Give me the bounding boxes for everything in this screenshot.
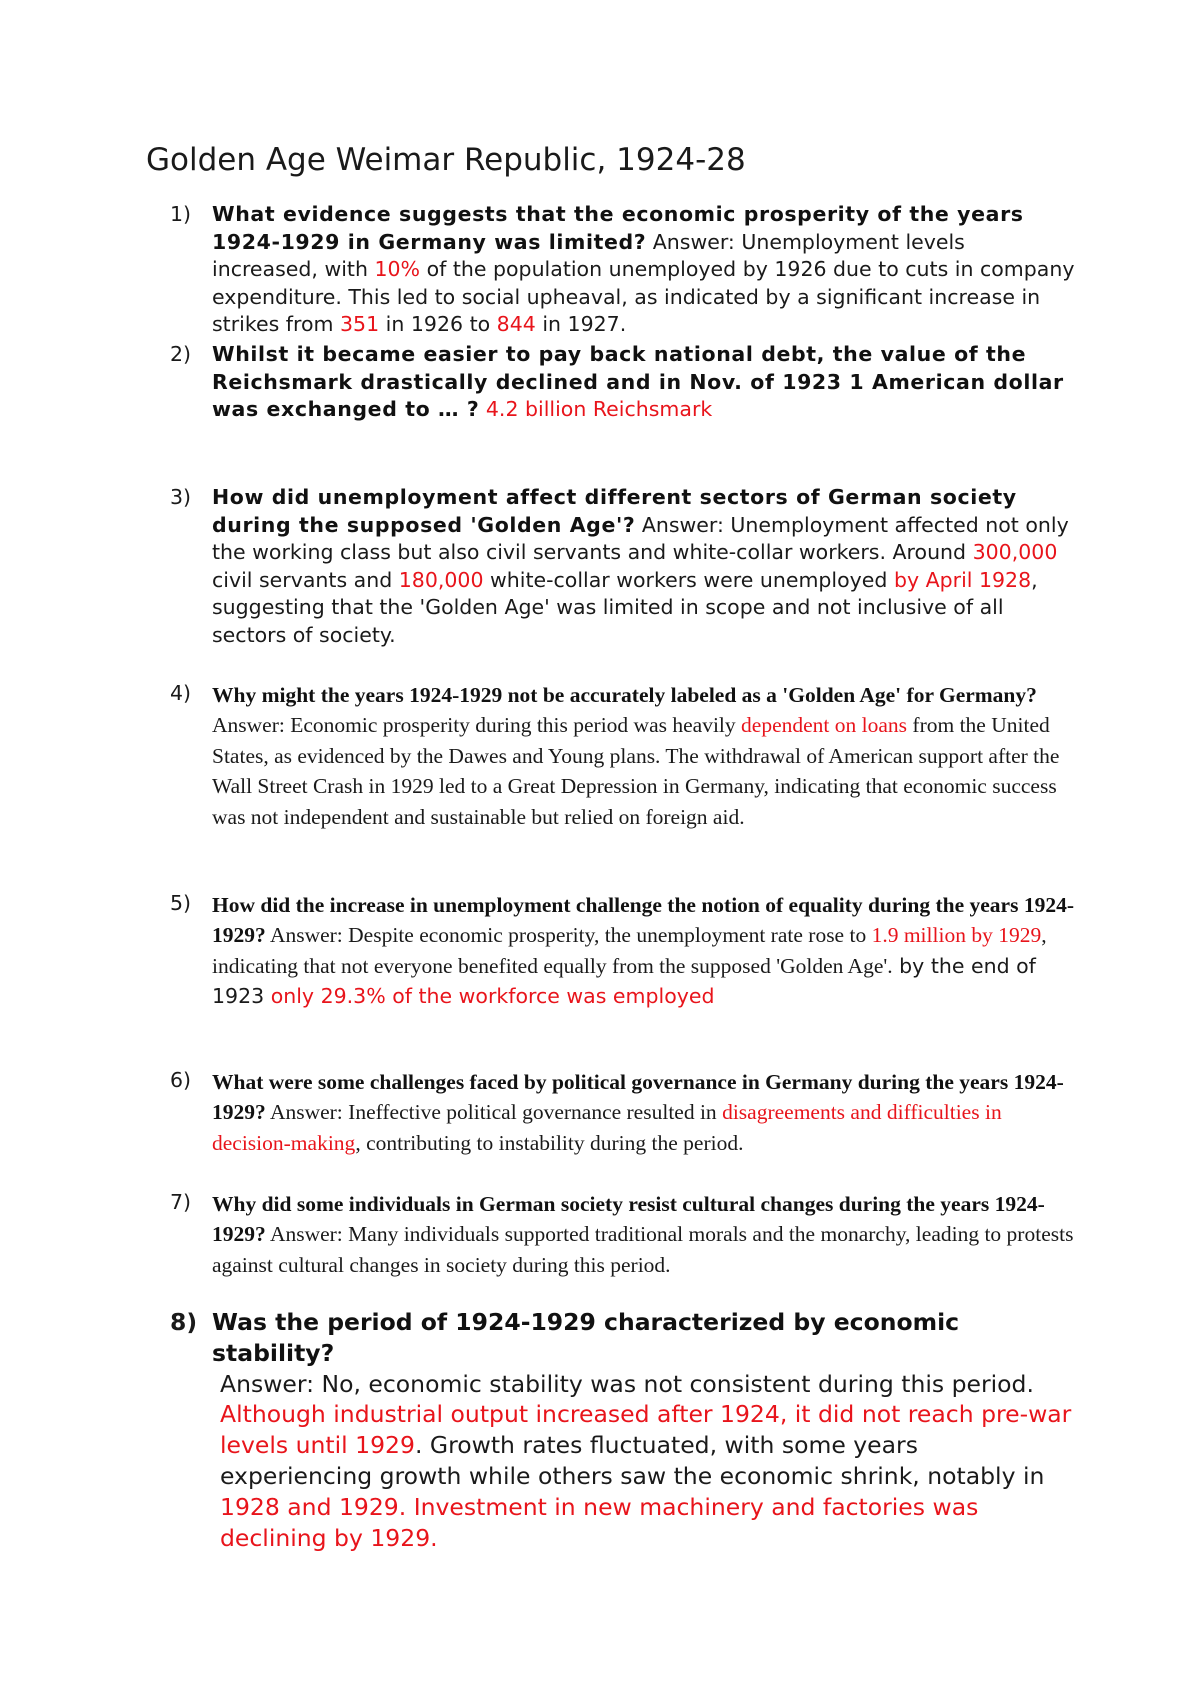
question-number: 5): [170, 891, 192, 915]
question-text: How did the increase in unemployment challenge the notion of equality during the years 1924-1929?: [212, 893, 1075, 948]
answer-text: , suggesting that the 'Golden Age' was limited in scope and not inclusive of all sectors of society.: [212, 567, 1038, 647]
answer-text: Answer: Many individuals supported traditional morals and the monarchy, leading to protests against cultural changes in society during this period.: [212, 1222, 1074, 1277]
answer-highlight: by April 1928: [893, 567, 1032, 592]
answer-text: , indicating that not everyone benefited equally from the supposed 'Golden Age'.: [212, 923, 1047, 978]
question-number: 6): [170, 1068, 192, 1092]
answer-highlight: 1.9 million by 1929: [871, 923, 1042, 948]
question-1: [170, 201, 1075, 339]
question-text: Why did some individuals in German society resist cultural changes during the years 1924-1929?: [212, 1192, 1045, 1247]
answer-highlight: 4.2 billion Reichsmark: [485, 397, 713, 422]
question-number: 8): [170, 1308, 198, 1336]
question-8: [170, 1307, 1075, 1553]
answer-highlight: Although industrial output increased after 1924, it did not reach pre-war levels until 1929: [220, 1400, 1072, 1460]
question-5: [170, 890, 1075, 1012]
question-6: [170, 1067, 1075, 1158]
answer-text: by the end of 1923: [212, 953, 1036, 1009]
answer-text: civil servants and: [212, 567, 399, 592]
question-7: [170, 1189, 1075, 1280]
answer-text: Answer: Unemployment affected not only the working class but also civil servants and white-collar workers. Around: [212, 512, 1069, 565]
answer-text: , contributing to instability during the period.: [355, 1130, 744, 1155]
answer-highlight: 10%: [374, 257, 421, 282]
answer-highlight: 844: [496, 312, 536, 337]
question-3: [170, 484, 1075, 650]
answer-text: from the United States, as evidenced by the Dawes and Young plans. The withdrawal of American support after the Wall Street Crash in 1929 led to a Great Depression in Germany, indicating that economic success was not independent and sustainable but relied on foreign aid.: [212, 713, 1060, 829]
answer-text: of the population unemployed by 1926 due to cuts in company expenditure. This led to social upheaval, as indicated by a significant increase in strikes from: [212, 257, 1075, 337]
answer-text: Answer: Economic prosperity during this period was heavily: [212, 713, 742, 738]
answer-text: Answer: No, economic stability was not consistent during this period.: [220, 1369, 1034, 1398]
question-number: 4): [170, 681, 192, 705]
question-number: 3): [170, 485, 192, 509]
question-text: How did unemployment affect different sectors of German society during the supposed 'Golden Age'?: [212, 485, 1017, 537]
answer-text: in 1927.: [535, 312, 627, 337]
answer-text: in 1926 to: [379, 312, 497, 337]
page-title: Golden Age Weimar Republic, 1924-28: [146, 142, 746, 178]
answer-highlight: 1928 and 1929. Investment in new machinery and factories was declining by 1929.: [220, 1492, 979, 1552]
question-2: [170, 341, 1075, 424]
answer-highlight: dependent on loans: [741, 713, 908, 738]
question-number: 2): [170, 342, 192, 366]
question-text: Whilst it became easier to pay back national debt, the value of the Reichsmark drastically declined and in Nov. of 1923 1 American dollar was exchanged to … ?: [212, 342, 1064, 422]
answer-text: Answer: Despite economic prosperity, the unemployment rate rose to: [265, 923, 872, 948]
answer-block: [220, 1369, 1075, 1554]
answer-highlight: 351: [340, 312, 380, 337]
question-text: Was the period of 1924-1929 characterized by economic stability?: [212, 1308, 960, 1367]
answer-highlight: 300,000: [972, 540, 1058, 565]
question-text: Why might the years 1924-1929 not be accurately labeled as a 'Golden Age' for Germany?: [212, 683, 1037, 707]
question-4: [170, 680, 1075, 832]
answer-highlight: only 29.3% of the workforce was employed: [270, 984, 715, 1009]
answer-text: . Growth rates fluctuated, with some years experiencing growth while others saw the economic shrink, notably in: [220, 1431, 1045, 1490]
question-number: 1): [170, 202, 192, 226]
question-number: 7): [170, 1190, 192, 1214]
answer-highlight: disagreements and difficulties in decision-making: [212, 1100, 1002, 1155]
answer-highlight: 180,000: [398, 567, 484, 592]
question-text: What evidence suggests that the economic prosperity of the years 1924-1929 in Germany was limited?: [212, 202, 1024, 254]
answer-text: Answer: Ineffective political governance resulted in: [265, 1100, 723, 1125]
answer-text: Answer: Unemployment levels increased, with: [212, 229, 965, 282]
answer-text: white-collar workers were unemployed: [483, 567, 894, 592]
question-text: What were some challenges faced by political governance in Germany during the years 1924-1929?: [212, 1070, 1064, 1125]
